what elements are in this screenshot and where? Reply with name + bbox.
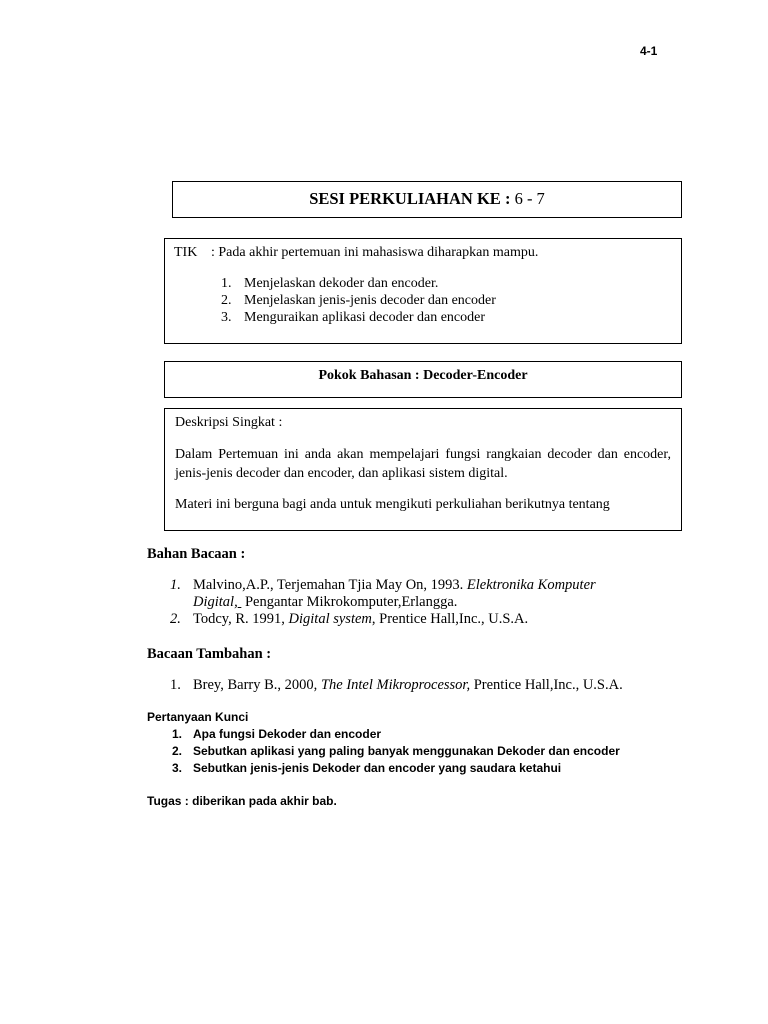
tugas-text: Tugas : diberikan pada akhir bab. [147, 794, 337, 808]
question-item [172, 761, 561, 775]
question-text: Sebutkan jenis-jenis Dekoder dan encoder yang saudara ketahui [193, 761, 562, 775]
tik-item [221, 293, 496, 309]
tik-intro: : Pada akhir pertemuan ini mahasiswa diharapkan mampu. [211, 245, 539, 260]
deskripsi-paragraph: Dalam Pertemuan ini anda akan mempelajari fungsi rangkaian decoder dan encoder, jenis-jenis decoder dan encoder, dan aplikasi sistem digital. [175, 447, 671, 481]
deskripsi-box [164, 408, 682, 531]
session-title-label: SESI PERKULIAHAN KE : [309, 189, 511, 208]
question-text: Sebutkan aplikasi yang paling banyak menggunakan Dekoder dan encoder [193, 744, 620, 758]
question-item [172, 744, 620, 758]
deskripsi-paragraph: Materi ini berguna bagi anda untuk mengikuti perkuliahan berikutnya tentang [175, 497, 610, 512]
tik-box [164, 238, 682, 344]
tik-item [221, 310, 485, 326]
tik-item-text: Menguraikan aplikasi decoder dan encoder [244, 310, 486, 325]
reference-number: 2. [170, 611, 181, 627]
tik-item-text: Menjelaskan jenis-jenis decoder dan encoder [244, 293, 496, 308]
bacaan-tambahan-heading: Bacaan Tambahan : [147, 646, 272, 662]
tik-item-number: 2. [221, 293, 232, 308]
question-item [172, 727, 381, 741]
tik-item-number: 1. [221, 276, 232, 291]
reference-text: Todcy, R. 1991, Digital system, Prentice Hall,Inc., U.S.A. [193, 611, 529, 627]
question-number: 1. [172, 727, 183, 741]
question-number: 2. [172, 744, 183, 758]
session-number: 6 - 7 [514, 189, 545, 208]
deskripsi-label: Deskripsi Singkat : [175, 415, 283, 430]
pokok-bahasan-box [164, 361, 682, 398]
pokok-bahasan-title: Pokok Bahasan : Decoder-Encoder [318, 368, 528, 383]
pertanyaan-kunci-heading: Pertanyaan Kunci [147, 710, 249, 724]
question-number: 3. [172, 761, 183, 775]
reference-text: Malvino,A.P., Terjemahan Tjia May On, 1993. Elektronika Komputer Digital, Pengantar Mikrokomputer,Erlangga. [193, 577, 596, 610]
reference-number: 1. [170, 577, 181, 593]
reference-text: Brey, Barry B., 2000, The Intel Mikroprocessor, Prentice Hall,Inc., U.S.A. [193, 677, 623, 693]
reference-number: 1. [170, 677, 181, 693]
tik-item-text: Menjelaskan dekoder dan encoder. [244, 276, 439, 291]
bahan-bacaan-heading: Bahan Bacaan : [147, 546, 246, 562]
page-number: 4-1 [640, 44, 658, 58]
tik-label: TIK [174, 245, 198, 260]
session-box [172, 181, 682, 218]
question-text: Apa fungsi Dekoder dan encoder [193, 727, 382, 741]
session-title [173, 189, 681, 209]
tik-item [221, 276, 438, 292]
tik-item-number: 3. [221, 310, 232, 325]
